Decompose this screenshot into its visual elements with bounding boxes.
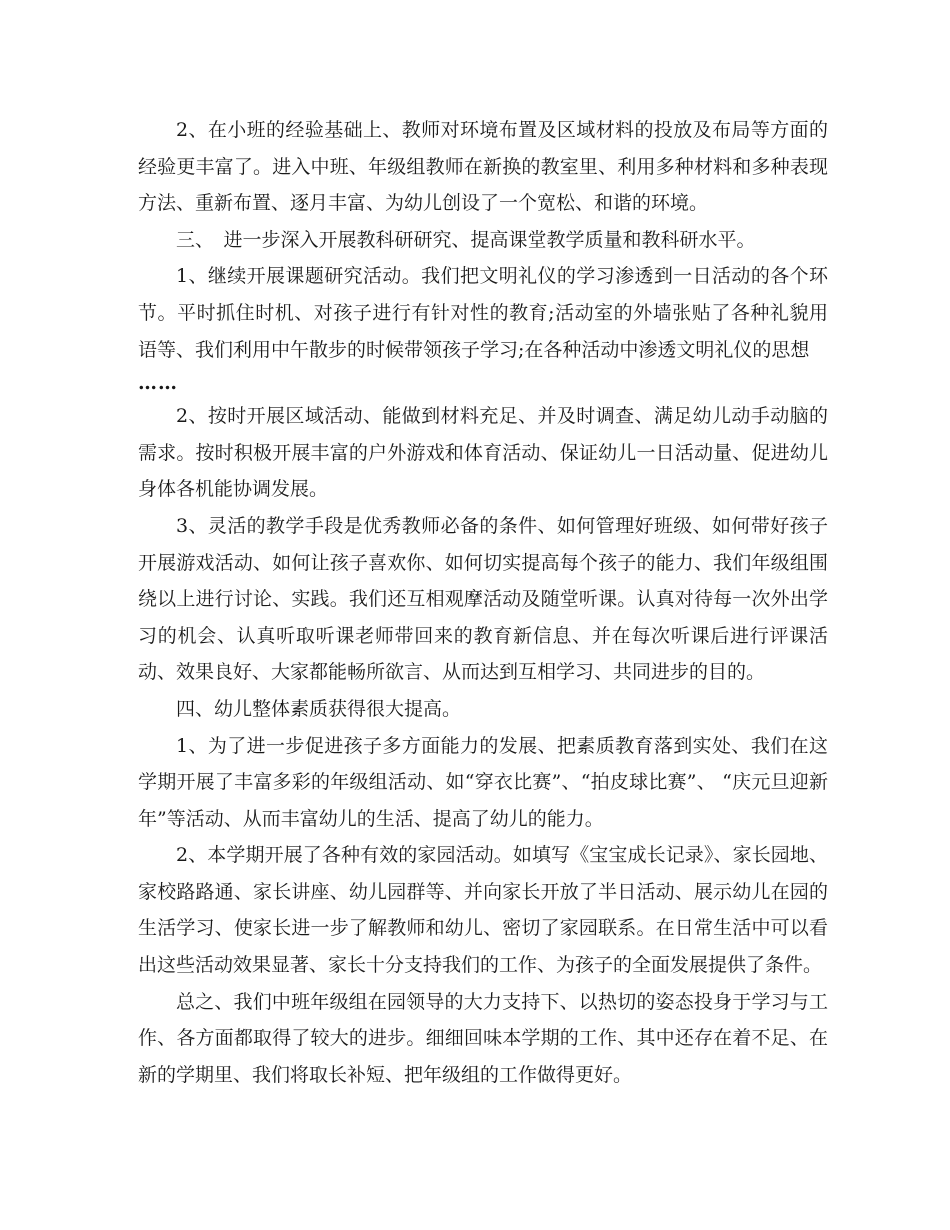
paragraph-home-school: 2、本学期开展了各种有效的家园活动。如填写《宝宝成长记录》、家长园地、家校路路通、家长讲座、幼儿园群等、并向家长开放了半日活动、展示幼儿在园的生活学习、使家长进一步了解教师和幼儿、密切了家园联系。在日常生活中可以看出这些活动效果显著、家长十分支持我们的工作、为孩子的全面发展提供了条件。 — [138, 844, 828, 977]
paragraph-environment: 2、在小班的经验基础上、教师对环境布置及区域材料的投放及布局等方面的经验更丰富了。进入中班、年级组教师在新换的教室里、利用多种材料和多种表现方法、重新布置、逐月丰富、为幼儿创设了一个宽松、和谐的环境。 — [138, 119, 828, 215]
paragraph-summary: 总之、我们中班年级组在园领导的大力支持下、以热切的姿态投身于学习与工作、各方面都取得了较大的进步。细细回味本学期的工作、其中还存在着不足、在新的学期里、我们将取长补短、把年级组的工作做得更好。 — [138, 990, 828, 1086]
heading-section-four: 四、幼儿整体素质获得很大提高。 — [176, 697, 462, 720]
heading-section-three: 三、 进一步深入开展教科研研究、提高课堂教学质量和教科研水平。 — [176, 228, 756, 251]
paragraph-etiquette-research: 1、继续开展课题研究活动。我们把文明礼仪的学习渗透到一日活动的各个环节。平时抓住时机、对孩子进行有针对性的教育;活动室的外墙张贴了各种礼貌用语等、我们利用中午散步的时候带领孩子学习;在各种活动中渗透文明礼仪的思想 — [138, 265, 828, 361]
paragraph-grade-activities: 1、为了进一步促进孩子多方面能力的发展、把素质教育落到实处、我们在这学期开展了丰富多彩的年级组活动、如“穿衣比赛”、“拍皮球比赛”、 “庆元旦迎新年”等活动、从而丰富幼儿的生活、提高了幼儿的能力。 — [138, 734, 828, 830]
paragraph-area-activities: 2、按时开展区域活动、能做到材料充足、并及时调查、满足幼儿动手动脑的需求。按时积极开展丰富的户外游戏和体育活动、保证幼儿一日活动量、促进幼儿身体各机能协调发展。 — [138, 405, 828, 501]
paragraph-ellipsis: …… — [138, 372, 178, 395]
paragraph-teaching-methods: 3、灵活的教学手段是优秀教师必备的条件、如何管理好班级、如何带好孩子开展游戏活动、如何让孩子喜欢你、如何切实提高每个孩子的能力、我们年级组围绕以上进行讨论、实践。我们还互相观摩活动及随堂听课。认真对待每一次外出学习的机会、认真听取听课老师带回来的教育新信息、并在每次听课后进行评课活动、效果良好、大家都能畅所欲言、从而达到互相学习、共同进步的目的。 — [138, 514, 828, 684]
document-body — [138, 112, 828, 1093]
